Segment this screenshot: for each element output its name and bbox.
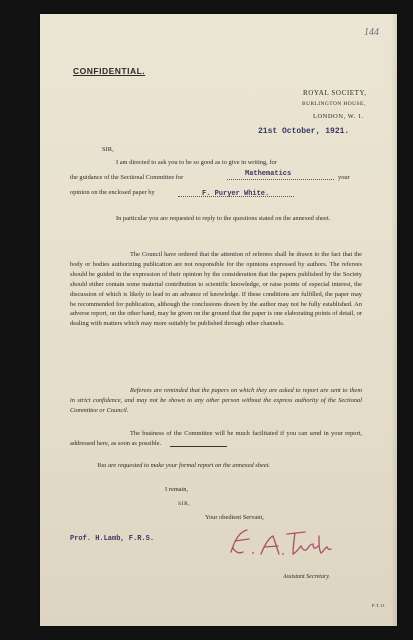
committee-name: Mathematics <box>245 170 292 178</box>
salutation: SIR, <box>102 146 114 153</box>
signatory-title: Assistant Secretary. <box>283 574 331 580</box>
address-line-1: ROYAL SOCIETY, <box>303 89 367 97</box>
letter-date: 21st October, 1921. <box>258 127 350 136</box>
folio-number: 144 <box>364 27 379 38</box>
request-line-2-suffix: your <box>338 174 350 181</box>
committee-field-line <box>227 179 334 180</box>
request-line-3-prefix: opinion on the enclosed paper by <box>70 189 155 196</box>
pto-note: P.T.O. <box>372 603 387 608</box>
paragraph-formal-report: You are requested to make your formal report on the annexed sheet. <box>97 462 270 469</box>
address-line-2: BURLINGTON HOUSE, <box>302 101 366 107</box>
paragraph-business: The business of the Committee will be much facilitated if you can send in your report, addressed here, as soon as possible. <box>70 430 362 447</box>
letter-page <box>40 14 397 626</box>
address-line-3: LONDON, W. 1. <box>313 113 364 120</box>
paragraph-confidence: Referees are reminded that the papers on which they are asked to report are sent to them in strict confidence, and may not be shown to any other person without the express authority of the Sectional Committee or Council. <box>70 387 362 414</box>
addressed-here-underline <box>170 446 227 447</box>
request-line-2-prefix: the guidance of the Sectional Committee for <box>70 174 184 181</box>
closing-remain: I remain, <box>165 486 189 493</box>
page-edge-shadow <box>391 14 397 626</box>
request-line-1: I am directed to ask you to be so good as to give in writing, for <box>116 159 277 166</box>
paragraph-council: The Council have ordered that the attention of referees shall be drawn to the fact that the body or bodies authorizing publication are not responsible for the opinions expressed by authors. The referees should be guided in the expression of their opinion by the consideration that the papers published by the Society should either contain some material contribution to scientific knowledge, or raise points of especial interest, the discussion of which is likely to lead to an advance of knowledge. If these conditions are fulfilled, the paper may be recommended for publication, although the conclusions drawn by the author may not be fully established. An adverse report, on the other hand, may be given on the ground that the paper is one elaborating points of detail, or dealing with matters which may more suitably be published through other channels. <box>70 251 362 328</box>
paragraph-questions: In particular you are requested to reply to the questions stated on the annexed sheet. <box>116 215 331 222</box>
handwritten-signature <box>223 522 333 566</box>
closing-sir: SIR, <box>178 501 191 507</box>
recipient-name: Prof. H.Lamb, F.R.S. <box>70 535 155 543</box>
paper-author: F. Puryer White. <box>202 190 270 198</box>
closing-servant: Your obedient Servant, <box>205 514 264 521</box>
confidential-heading: CONFIDENTIAL. <box>73 66 146 76</box>
